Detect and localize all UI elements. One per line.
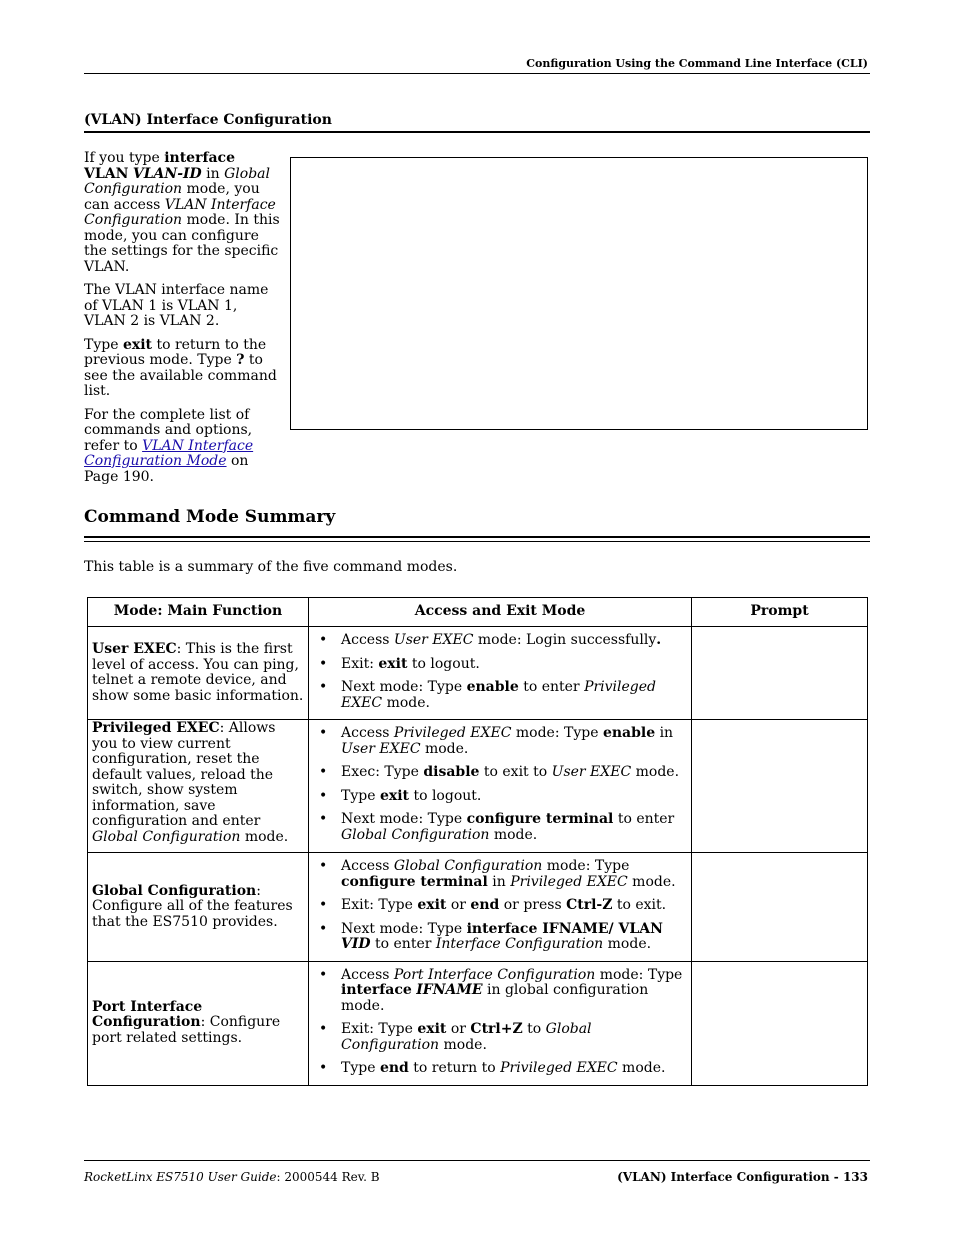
section-rule: [84, 131, 870, 133]
sidebar-paragraph-4: For the complete list of commands and options, refer to VLAN Interface Configuration Mode on Page 190.: [84, 406, 254, 485]
footer-doc-info: RocketLinx ES7510 User Guide: 2000544 Rev. B: [84, 1170, 380, 1184]
mode-cell: Privileged EXEC: Allows you to view current configuration, reset the default values, reload the switch, show system information, save configuration and enter Global Configuration mode.: [88, 720, 309, 853]
section-rule-thick: [84, 536, 870, 538]
list-item: • Exit: exit to logout.: [313, 657, 687, 673]
running-header: Configuration Using the Command Line Interface (CLI): [526, 57, 868, 70]
prompt-cell: [692, 627, 868, 720]
prompt-cell: [692, 720, 868, 853]
vlan-interface-config-link[interactable]: VLAN Interface Configuration Mode: [84, 437, 254, 469]
list-item: • Access Port Interface Configuration mode: Type interface IFNAME in global configuration mode.: [313, 968, 687, 1015]
list-item: • Access User EXEC mode: Login successfully.: [313, 633, 687, 649]
list-item: • Next mode: Type enable to enter Privileged EXEC mode.: [313, 680, 687, 711]
command-mode-table: [87, 597, 868, 1086]
section-title-command-mode-summary: Command Mode Summary: [84, 507, 336, 527]
list-item: • Access Global Configuration mode: Type configure terminal in Privileged EXEC mode.: [313, 859, 687, 890]
list-item: • Exec: Type disable to exit to User EXEC mode.: [313, 765, 687, 781]
sidebar-paragraph-1: If you type interface VLAN VLAN-ID in Global Configuration mode, you can access VLAN Interface Configuration mode. In this mode, you can configure the settings for the specific VLAN.: [84, 150, 280, 275]
table-row-port-interface-config: [88, 961, 868, 1085]
section-rule-thin: [84, 541, 870, 542]
list-item: • Exit: Type exit or end or press Ctrl-Z to exit.: [313, 898, 687, 914]
mode-cell: User EXEC: This is the first level of access. You can ping, telnet a remote device, and show some basic information.: [88, 627, 309, 720]
header-rule: [84, 73, 870, 74]
col-header-access: Access and Exit Mode: [309, 598, 692, 627]
table-header-row: [88, 598, 868, 627]
section-title-vlan-interface: (VLAN) Interface Configuration: [84, 112, 332, 128]
access-cell: [309, 853, 692, 962]
list-item: • Access Privileged EXEC mode: Type enable in User EXEC mode.: [313, 726, 687, 757]
col-header-mode: Mode: Main Function: [88, 598, 309, 627]
access-cell: [309, 627, 692, 720]
sidebar-text: [84, 151, 280, 493]
table-row-user-exec: [88, 627, 868, 720]
access-cell: [309, 961, 692, 1085]
list-item: • Exit: Type exit or Ctrl+Z to Global Configuration mode.: [313, 1022, 687, 1053]
table-row-global-config: [88, 853, 868, 962]
list-item: • Next mode: Type configure terminal to enter Global Configuration mode.: [313, 812, 687, 843]
footer-rule: [84, 1160, 870, 1161]
col-header-prompt: Prompt: [692, 598, 868, 627]
list-item: • Type exit to logout.: [313, 789, 687, 805]
mode-cell: Global Configuration: Configure all of the features that the ES7510 provides.: [88, 853, 309, 962]
access-cell: [309, 720, 692, 853]
table-row-privileged-exec: [88, 720, 868, 853]
list-item: • Next mode: Type interface IFNAME/ VLAN VID to enter Interface Configuration mode.: [313, 922, 687, 953]
list-item: • Type end to return to Privileged EXEC mode.: [313, 1061, 687, 1077]
prompt-cell: [692, 961, 868, 1085]
mode-cell: Port Interface Configuration: Configure port related settings.: [88, 961, 309, 1085]
screenshot-placeholder-box: [290, 157, 868, 430]
sidebar-paragraph-2: The VLAN interface name of VLAN 1 is VLAN 1, VLAN 2 is VLAN 2.: [84, 282, 269, 329]
prompt-cell: [692, 853, 868, 962]
footer-page-number: (VLAN) Interface Configuration - 133: [617, 1170, 868, 1184]
sidebar-paragraph-3: Type exit to return to the previous mode. Type ? to see the available command list.: [84, 336, 277, 399]
intro-text: This table is a summary of the five command modes.: [84, 559, 458, 575]
